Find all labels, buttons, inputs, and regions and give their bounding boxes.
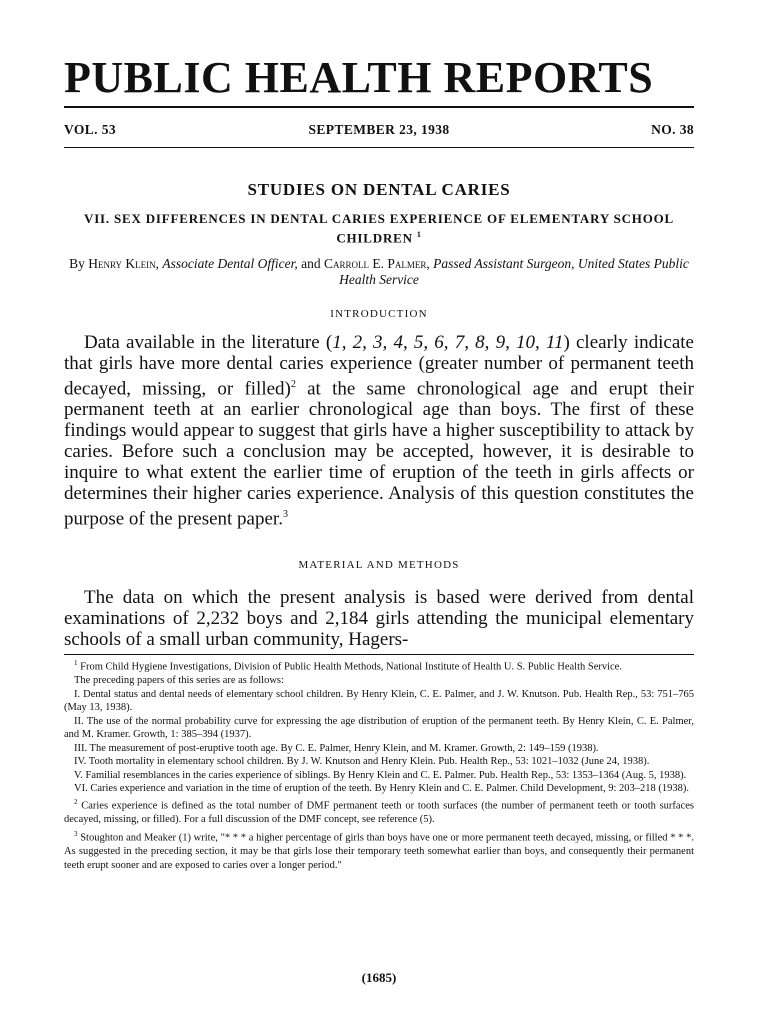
author-1: Henry Klein, [88, 256, 159, 271]
journal-title: PUBLIC HEALTH REPORTS [64, 53, 654, 102]
preceding-paper-vi: VI. Caries experience and variation in the time of eruption of the teeth. By Henry Klein and C. E. Palmer. Child Development, 9: 203–218 (1938). [74, 783, 689, 794]
footnote-2-text: Caries experience is defined as the total number of DMF permanent teeth or tooth surfaces (the number of permanent teeth or tooth surfaces decayed, missing, or filled). For a full discussion of the DMF concept, see reference (5). [64, 800, 694, 825]
volume-label: VOL. 53 [64, 122, 117, 137]
footnote-1 [64, 657, 694, 674]
header-rule-top [64, 106, 694, 108]
para1-references: 1, 2, 3, 4, 5, 6, 7, 8, 9, 10, 11 [332, 332, 564, 353]
footnote-3-text: Stoughton and Meaker (1) write, "* * * a higher percentage of girls than boys have one or more permanent teeth decayed, missing, or filled * * *. As suggested in the preceding section, it may be that girls lose their temporary teeth somewhat earlier than boys, and consequently their permanent teeth erupt sooner and are exposed to caries over a longer period." [64, 832, 694, 871]
page-number: (1685) [361, 970, 397, 985]
footnote-2-mark: 2 [74, 797, 78, 806]
footnote-3 [64, 828, 694, 872]
preceding-papers-intro: The preceding papers of this series are as follows: [74, 675, 284, 686]
subtitle-text: VII. SEX DIFFERENCES IN DENTAL CARIES EXPERIENCE OF ELEMENTARY SCHOOL CHILDREN [84, 211, 675, 246]
issue-number: NO. 38 [651, 122, 694, 137]
author-1-title: Associate Dental Officer, [162, 256, 298, 271]
introduction-heading: INTRODUCTION [330, 308, 428, 320]
author-2: Carroll E. Palmer, [323, 256, 430, 271]
footnote-mark-2: 2 [290, 379, 296, 390]
para1-part-a: Data available in the literature ( [84, 332, 333, 353]
byline-and: and [301, 256, 321, 271]
byline [64, 256, 694, 288]
methods-paragraph: The data on which the present analysis is based were derived from dental examinations of 2,232 boys and 2,184 girls attending the municipal elementary schools of a small urban community, Hagers- [64, 587, 694, 650]
preceding-paper-i: I. Dental status and dental needs of elementary school children. By Henry Klein, C. E. Palmer, and J. W. Knutson. Pub. Health Rep., 53: 751–765 (May 13, 1938). [64, 688, 694, 713]
footnote-1-mark: 1 [74, 659, 78, 667]
footnotes [64, 657, 694, 872]
author-2-title: Passed Assistant Surgeon, United States Public Health Service [339, 256, 689, 287]
para1-part-b: ) clearly indicate that girls have more dental caries experience (greater number of permanent teeth decayed, missing, or filled) [64, 332, 694, 400]
footnote-2 [64, 796, 694, 827]
preceding-paper-v: V. Familial resemblances in the caries experience of siblings. By Henry Klein and C. E. Palmer. Pub. Health Rep., 53: 1353–1364 (Aug. 5, 1938). [74, 769, 687, 781]
article-subtitle [84, 211, 674, 246]
byline-prefix: By [69, 256, 85, 271]
subtitle-footnote-mark: 1 [416, 230, 422, 239]
issue-date: SEPTEMBER 23, 1938 [308, 122, 450, 137]
footnote-rule [64, 654, 694, 655]
preceding-paper-iv: IV. Tooth mortality in elementary school children. By J. W. Knutson and Henry Klein. Pub. Health Rep., 53: 1021–1032 (June 24, 1938). [74, 756, 650, 767]
article-title: STUDIES ON DENTAL CARIES [247, 180, 511, 199]
para1-part-c: at the same chronological age and erupt their permanent teeth at an earlier chronological age than boys. The first of these findings would appear to suggest that girls have a higher susceptibility to attack by caries. Before such a conclusion may be accepted, however, it is desirable to inquire to what extent the earlier time of eruption of the teeth in girls affects or determines their higher caries experience. Analysis of this question constitutes the purpose of the present paper. [64, 378, 694, 530]
preceding-paper-iii: III. The measurement of post-eruptive tooth age. By C. E. Palmer, Henry Klein, and M. Kramer. Growth, 2: 149–159 (1938). [74, 742, 599, 754]
preceding-paper-ii: II. The use of the normal probability curve for expressing the age distribution of eruption of the permanent teeth. By Henry Klein, C. E. Palmer, and M. Kramer. Growth, 1: 385–394 (1937). [64, 715, 694, 740]
header-rule-bottom [64, 147, 694, 148]
methods-heading: MATERIAL AND METHODS [298, 559, 460, 571]
introduction-paragraph [64, 332, 694, 530]
footnote-mark-3: 3 [282, 509, 288, 521]
footnote-1-text: From Child Hygiene Investigations, Division of Public Health Methods, National Institute of Health U. S. Public Health Service. [77, 661, 622, 673]
footnote-3-mark: 3 [74, 830, 78, 838]
